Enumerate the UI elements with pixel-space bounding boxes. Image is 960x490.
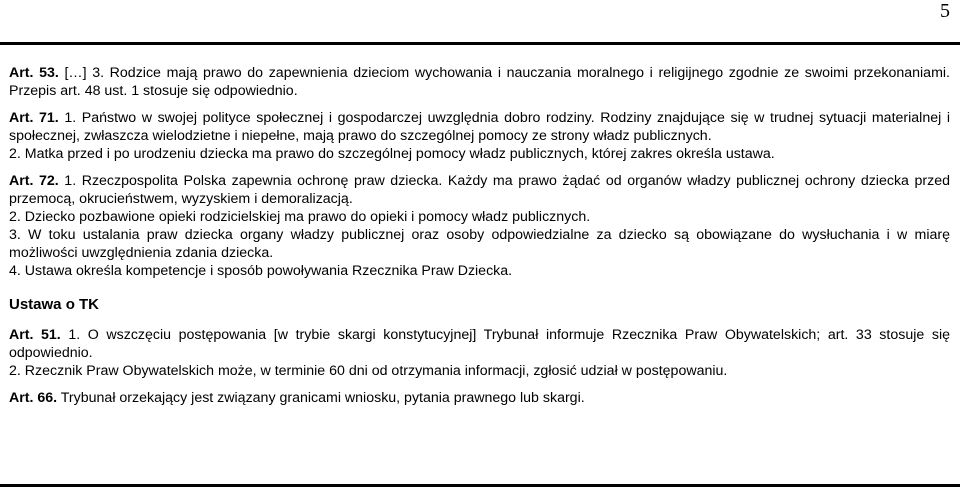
article-paragraph [9, 262, 950, 280]
tk-act-articles [9, 326, 950, 407]
article-block [9, 172, 950, 280]
article-paragraph [9, 326, 950, 362]
article-label: Art. 51. [9, 327, 61, 343]
article-paragraph [9, 208, 950, 226]
document-body [9, 64, 950, 416]
section-heading: Ustawa o TK [9, 296, 100, 313]
article-text: […] 3. Rodzice mają prawo do zapewnienia dzieciom wychowania i nauczania moralnego i religijnego zgodnie ze swoimi przekonaniami. Przepis art. 48 ust. 1 stosuje się odpowiednio. [9, 65, 950, 99]
article-label: Art. 72. [9, 173, 59, 189]
article-label: Art. 71. [9, 110, 59, 126]
article-paragraph [9, 172, 950, 208]
footer-rule [0, 484, 960, 487]
article-paragraph [9, 362, 950, 380]
article-text: 1. Rzeczpospolita Polska zapewnia ochronę praw dziecka. Każdy ma prawo żądać od organów władzy publicznej ochrony dziecka przed przemocą, okrucieństwem, wyzyskiem i demoralizacją. [9, 173, 950, 207]
article-paragraph [9, 145, 950, 163]
constitution-articles [9, 64, 950, 280]
article-label: Art. 53. [9, 65, 59, 81]
article-paragraph [9, 64, 950, 100]
article-text: 2. Rzecznik Praw Obywatelskich może, w terminie 60 dni od otrzymania informacji, zgłosić udział w postępowaniu. [9, 363, 728, 379]
article-paragraph [9, 226, 950, 262]
article-block [9, 109, 950, 163]
article-text: Trybunał orzekający jest związany granicami wniosku, pytania prawnego lub skargi. [57, 390, 585, 406]
article-text: 1. O wszczęciu postępowania [w trybie skargi konstytucyjnej] Trybunał informuje Rzecznika Praw Obywatelskich; art. 33 stosuje się odpowiednio. [9, 327, 950, 361]
article-text: 3. W toku ustalania praw dziecka organy władzy publicznej oraz osoby odpowiedzialne za dziecko są obowiązane do wysłuchania i w miarę możliwości uwzględnienia zdania dziecka. [9, 227, 950, 261]
article-text: 4. Ustawa określa kompetencje i sposób powoływania Rzecznika Praw Dziecka. [9, 263, 513, 279]
article-label: Art. 66. [9, 390, 58, 406]
article-block [9, 326, 950, 380]
article-text: 2. Matka przed i po urodzeniu dziecka ma prawo do szczególnej pomocy władz publicznych, której zakres określa ustawa. [9, 146, 775, 162]
article-text: 1. Państwo w swojej polityce społecznej i gospodarczej uwzględnia dobro rodziny. Rodziny znajdujące się w trudnej sytuacji materialnej i społecznej, zwłaszcza wielodzietne i niepełne, mają prawo do szczególnej pomocy ze strony władz publicznych. [9, 110, 950, 144]
article-paragraph [9, 389, 950, 407]
header-rule [0, 42, 960, 45]
article-text: 2. Dziecko pozbawione opieki rodzicielskiej ma prawo do opieki i pomocy władz publicznych. [9, 209, 591, 225]
article-block [9, 64, 950, 100]
article-block [9, 389, 950, 407]
article-paragraph [9, 109, 950, 145]
page-number: 5 [940, 0, 950, 22]
